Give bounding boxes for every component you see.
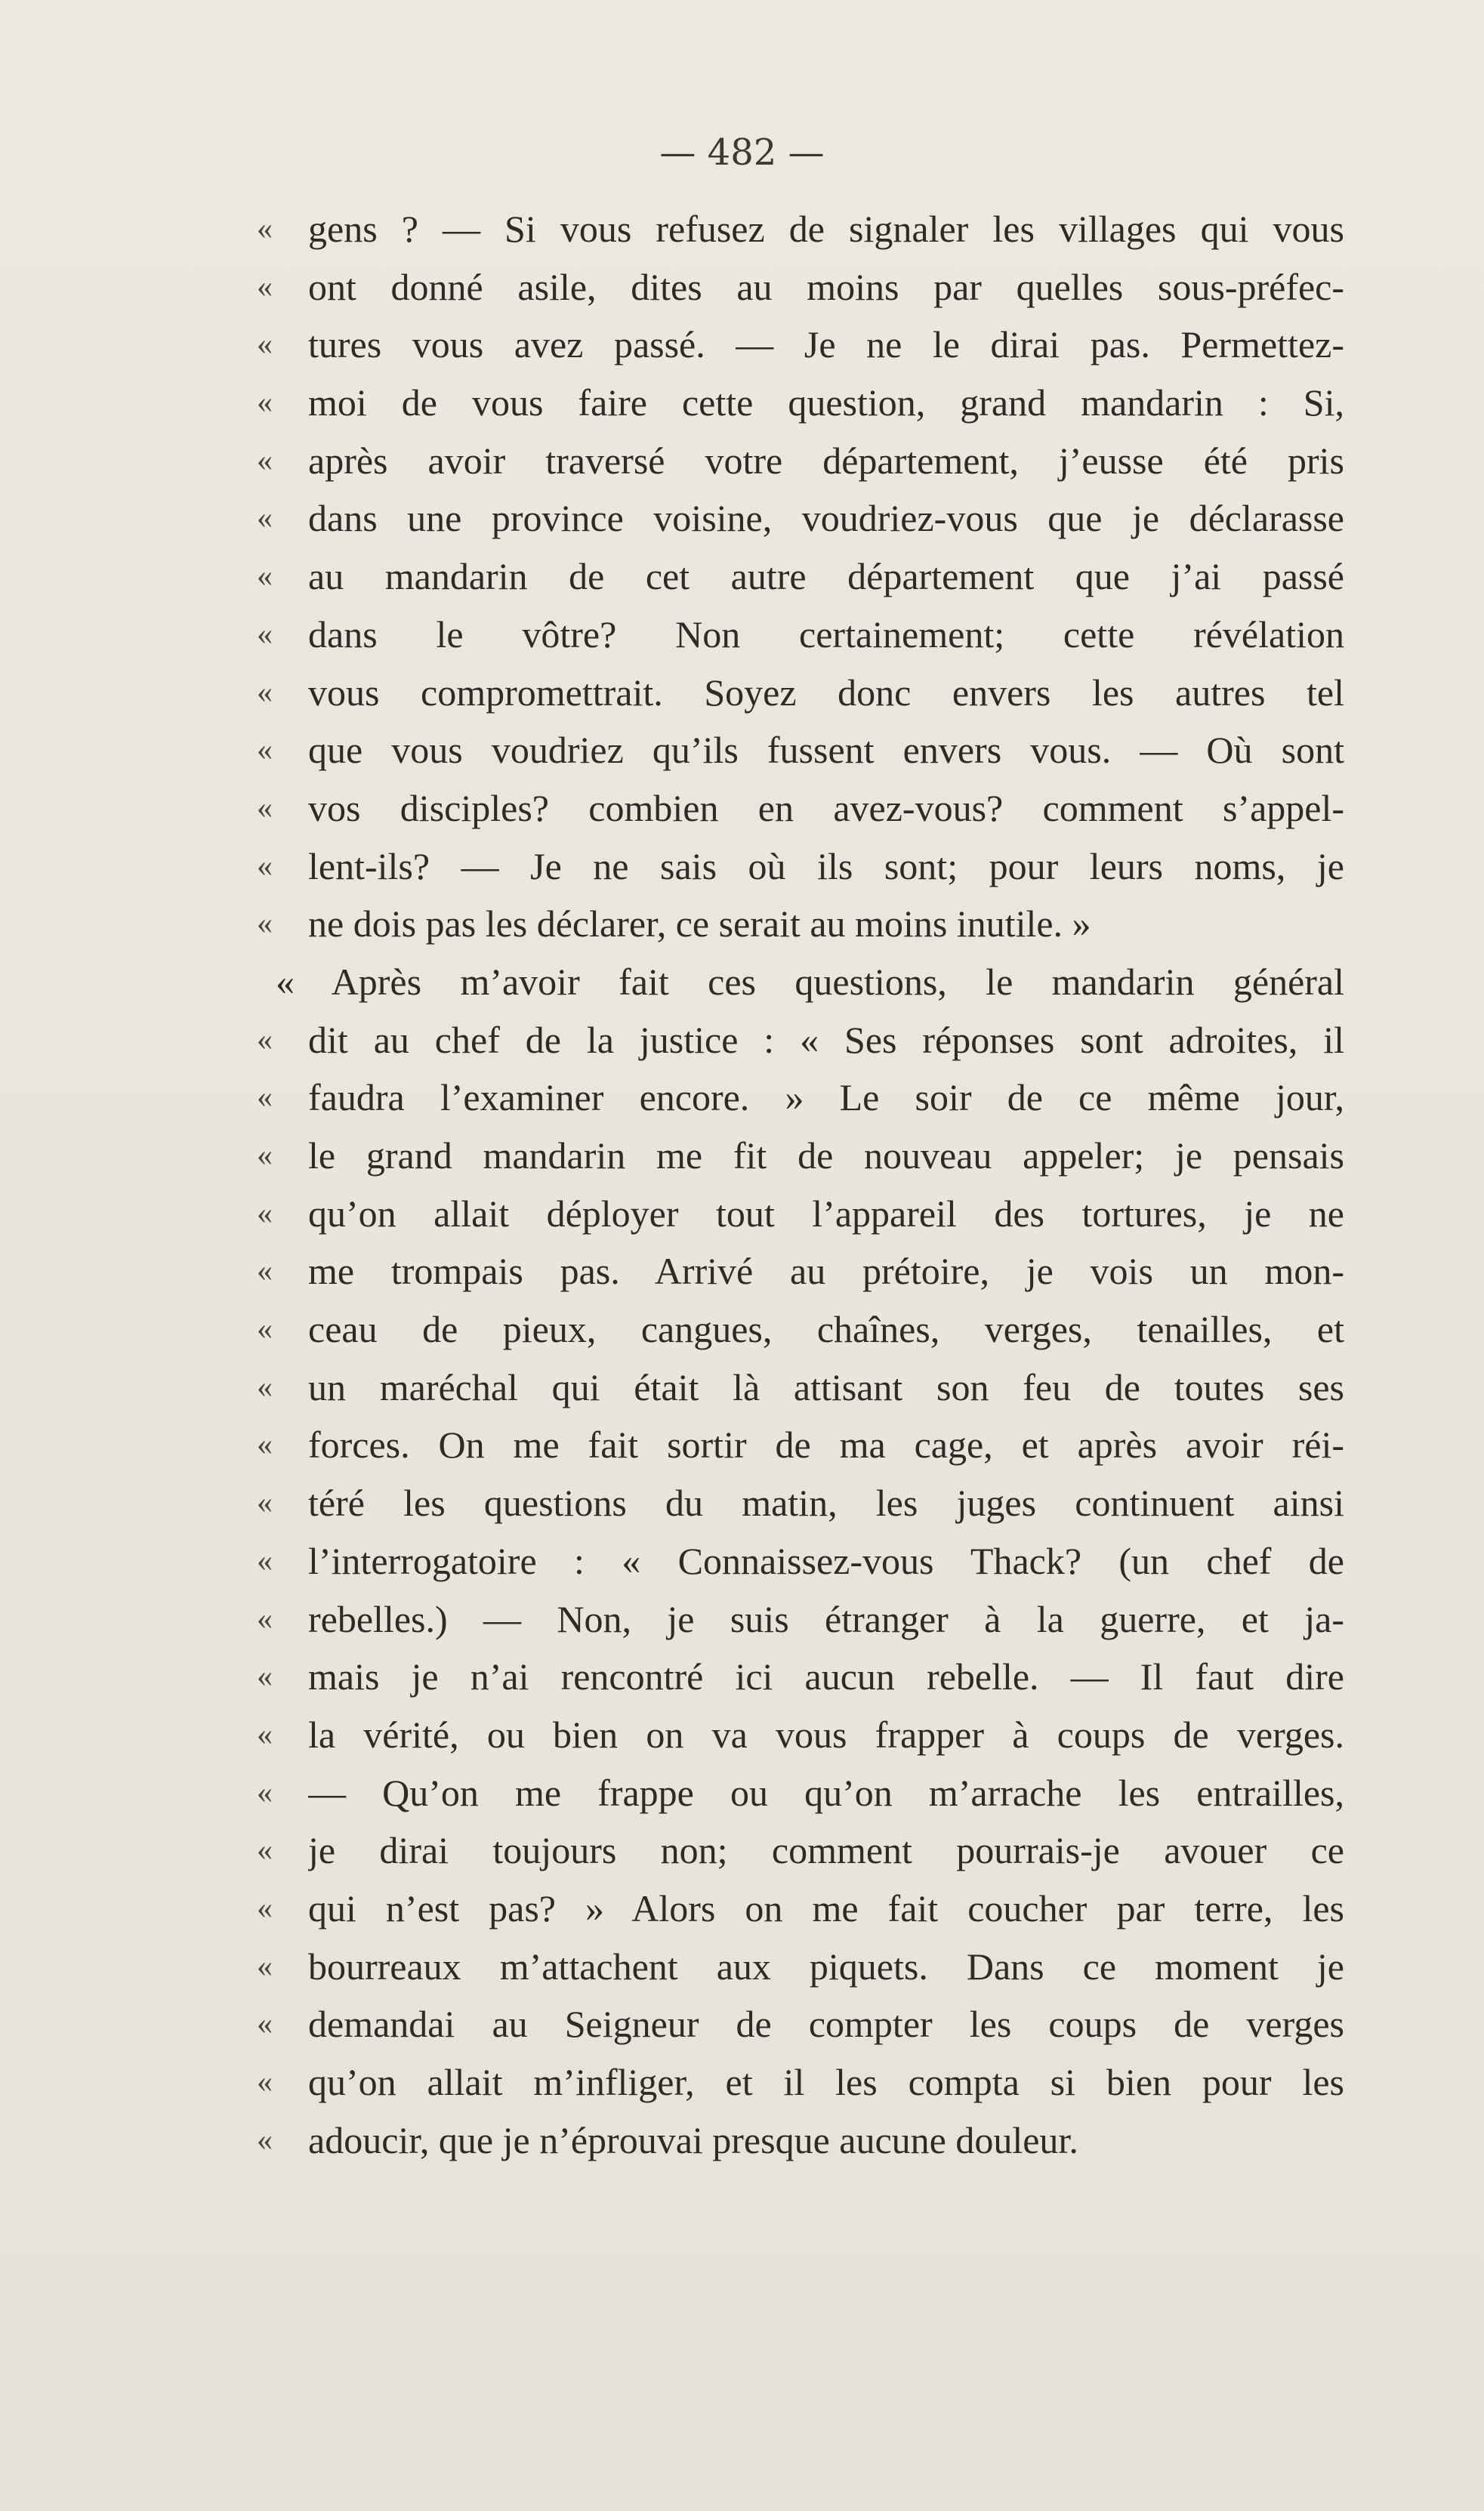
text-line	[257, 1011, 1344, 1069]
text-line	[257, 2112, 1344, 2170]
text-line	[257, 1359, 1344, 1417]
text-line	[257, 1590, 1344, 1649]
line-text: ceau de pieux, cangues, chaînes, verges, tenailles, et	[308, 1308, 1344, 1351]
margin-guillemet: «	[257, 269, 273, 304]
margin-guillemet: «	[257, 733, 273, 768]
line-text: gens ? — Si vous refusez de signaler les villages qui vous	[308, 208, 1344, 250]
line-text: téré les questions du matin, les juges continuent ainsi	[308, 1482, 1344, 1525]
text-line	[257, 200, 1344, 258]
line-text: dans une province voisine, voudriez-vous que je déclarasse	[308, 497, 1344, 540]
text-line	[257, 606, 1344, 664]
text-line	[257, 1648, 1344, 1706]
text-line	[257, 838, 1344, 896]
text-line	[257, 432, 1344, 490]
margin-guillemet: «	[257, 1775, 273, 1810]
line-text: vous compromettrait. Soyez donc envers les autres tel	[308, 671, 1344, 714]
margin-guillemet: «	[257, 501, 273, 536]
text-line	[257, 489, 1344, 548]
text-line	[257, 316, 1344, 374]
text-line	[257, 1995, 1344, 2053]
line-text: qu’on allait m’infliger, et il les compta si bien pour les	[308, 2061, 1344, 2103]
line-text: après avoir traversé votre département, j’eusse été pris	[308, 439, 1344, 482]
text-line	[257, 895, 1344, 953]
margin-guillemet: «	[257, 1022, 273, 1057]
line-text: qu’on allait déployer tout l’appareil des tortures, je ne	[308, 1192, 1344, 1235]
margin-guillemet: «	[257, 327, 273, 362]
line-text: la vérité, ou bien on va vous frapper à coups de verges.	[308, 1713, 1344, 1756]
line-text: un maréchal qui était là attisant son feu de toutes ses	[308, 1365, 1344, 1408]
line-text: qui n’est pas? » Alors on me fait coucher par terre, les	[308, 1886, 1344, 1930]
line-text: — Qu’on me frappe ou qu’on m’arrache les entrailles,	[308, 1771, 1344, 1814]
margin-guillemet: «	[257, 1254, 273, 1289]
margin-guillemet: «	[257, 1543, 273, 1578]
text-line	[257, 1127, 1344, 1185]
text-line	[257, 664, 1344, 722]
text-line	[257, 1822, 1344, 1880]
line-text: rebelles.) — Non, je suis étranger à la guerre, et ja-	[308, 1597, 1344, 1640]
margin-guillemet: «	[257, 385, 273, 421]
text-line	[257, 1880, 1344, 1938]
line-text: moi de vous faire cette question, grand mandarin : Si,	[308, 381, 1344, 424]
line-text: ne dois pas les déclarer, ce serait au moins inutile. »	[308, 902, 1091, 945]
text-line	[257, 1474, 1344, 1532]
margin-guillemet: «	[257, 1890, 273, 1926]
margin-guillemet: «	[257, 1717, 273, 1752]
line-text: tures vous avez passé. — Je ne le dirai pas. Permettez-	[308, 323, 1344, 366]
line-text: forces. On me fait sortir de ma cage, et après avoir réi-	[308, 1424, 1344, 1467]
line-text: le grand mandarin me fit de nouveau appeler; je pensais	[308, 1134, 1344, 1177]
margin-guillemet: «	[257, 1138, 273, 1173]
line-text: bourreaux m’attachent aux piquets. Dans ce moment je	[308, 1945, 1344, 1988]
margin-guillemet: «	[257, 2065, 273, 2099]
text-line	[257, 1764, 1344, 1822]
margin-guillemet: «	[257, 1427, 273, 1463]
margin-guillemet: «	[257, 559, 273, 594]
margin-guillemet: «	[257, 1080, 273, 1115]
margin-guillemet: «	[257, 906, 273, 942]
line-text: me trompais pas. Arrivé au prétoire, je vois un mon-	[308, 1250, 1344, 1293]
line-text: que vous voudriez qu’ils fussent envers vous. — Où sont	[308, 729, 1344, 772]
margin-guillemet: «	[257, 2122, 273, 2158]
margin-guillemet: «	[257, 443, 273, 478]
text-line	[257, 1242, 1344, 1300]
margin-guillemet: «	[257, 1195, 273, 1231]
text-line	[257, 1069, 1344, 1127]
text-line	[257, 374, 1344, 432]
text-line	[257, 2053, 1344, 2112]
text-line	[257, 953, 1344, 1011]
margin-guillemet: «	[257, 790, 273, 825]
line-text: l’interrogatoire : « Connaissez-vous Thack? (un chef de	[308, 1539, 1344, 1582]
line-text: adoucir, que je n’éprouvai presque aucune douleur.	[308, 2118, 1078, 2161]
text-line	[257, 1416, 1344, 1474]
margin-guillemet: «	[257, 1312, 273, 1347]
line-text: faudra l’examiner encore. » Le soir de ce même jour,	[308, 1076, 1344, 1119]
text-line	[257, 1938, 1344, 1996]
line-text: demandai au Seigneur de compter les coups de verges	[308, 2003, 1344, 2046]
margin-guillemet: «	[257, 2007, 273, 2042]
margin-guillemet: «	[257, 616, 273, 652]
margin-guillemet: «	[257, 1369, 273, 1405]
text-line	[257, 548, 1344, 606]
margin-guillemet: «	[257, 1833, 273, 1868]
line-text: lent-ils? — Je ne sais où ils sont; pour leurs noms, je	[308, 844, 1344, 887]
margin-guillemet: «	[257, 211, 273, 246]
text-line	[257, 1185, 1344, 1243]
text-block	[257, 200, 1344, 2169]
line-text: je dirai toujours non; comment pourrais-je avouer ce	[308, 1829, 1344, 1872]
line-text: ont donné asile, dites au moins par quelles sous-préfec-	[308, 265, 1344, 308]
line-text: dans le vôtre? Non certainement; cette révélation	[308, 612, 1344, 656]
margin-guillemet: «	[257, 674, 273, 710]
line-text: au mandarin de cet autre département que j’ai passé	[308, 555, 1344, 598]
line-text: vos disciples? combien en avez-vous? comment s’appel-	[308, 786, 1344, 829]
line-text: dit au chef de la justice : « Ses réponses sont adroites, il	[308, 1018, 1344, 1061]
text-line	[257, 779, 1344, 838]
margin-guillemet: «	[257, 1948, 273, 1984]
text-line	[257, 1706, 1344, 1764]
page-number: — 482 —	[659, 131, 825, 174]
text-line	[257, 258, 1344, 316]
text-line	[257, 1532, 1344, 1590]
margin-guillemet: «	[257, 848, 273, 884]
margin-guillemet: «	[257, 1659, 273, 1695]
text-line	[257, 1300, 1344, 1359]
margin-guillemet: «	[257, 1601, 273, 1636]
text-line	[257, 721, 1344, 779]
margin-guillemet: «	[257, 1485, 273, 1521]
line-text: « Après m’avoir fait ces questions, le mandarin général	[276, 960, 1344, 1003]
line-text: mais je n’ai rencontré ici aucun rebelle. — Il faut dire	[308, 1655, 1344, 1698]
